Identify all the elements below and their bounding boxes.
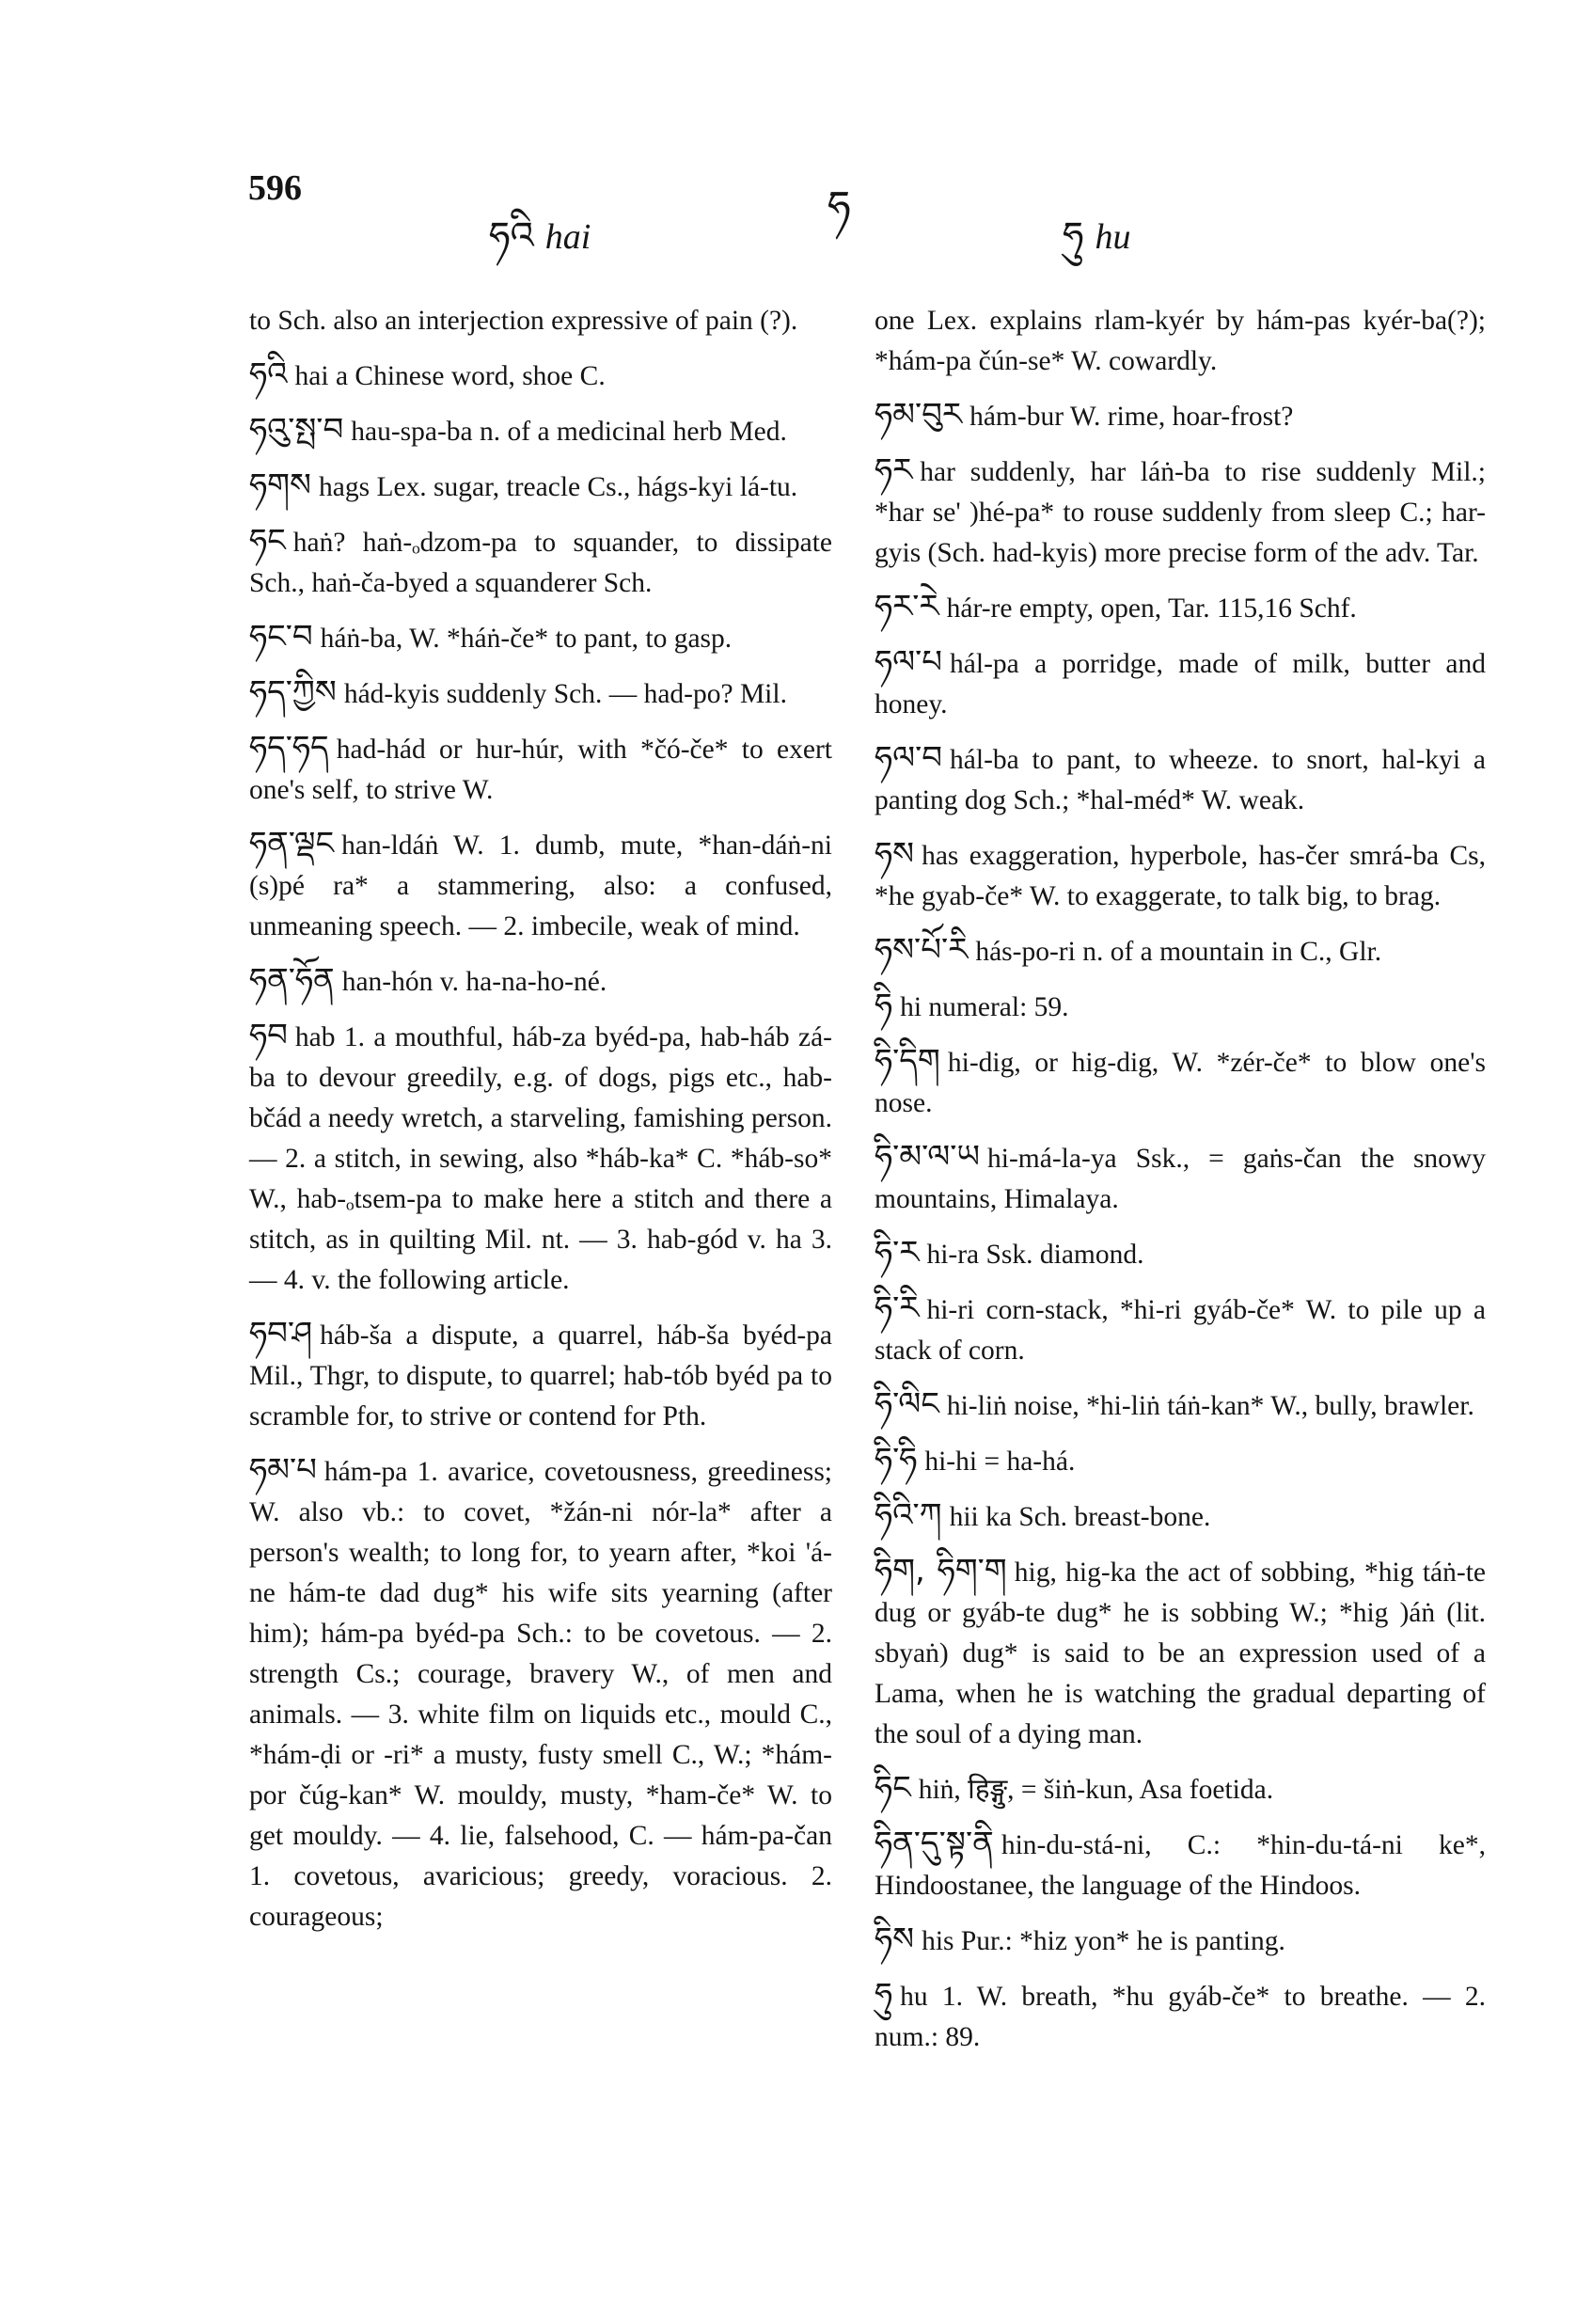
entry-text: háb-ša a dispute, a quarrel, háb-ša byéd-pa Mil., Thgr, to dispute, to quarrel; hab-tób byéd pa to scramble for, to strive or contend for Pth. [249, 1320, 832, 1431]
entry-text: har suddenly, har láṅ-ba to rise suddenly Mil.; *har se' )hé-pa* to rouse suddenly from sleep C.; har-gyis (Sch. had-kyis) more precise form of the adv. Tar. [875, 457, 1486, 568]
entry-headword-tibetan: ཧི་མ་ལ་ཡ [875, 1138, 981, 1176]
entry-text: hám-bur W. rime, hoar-frost? [969, 402, 1294, 432]
entry-text: hál-pa a porridge, made of milk, butter and honey. [875, 649, 1486, 719]
entry-text: had-hád or hur-húr, with *čó-če* to exert one's self, to strive W. [249, 735, 832, 805]
entry-headword-tibetan: ཧད་ཀྱིས [249, 673, 337, 711]
entry-text: to Sch. also an interjection expressive of pain (?). [249, 306, 798, 336]
entry-headword-tibetan: ཧིང [875, 1769, 911, 1807]
entry-text: hás-po-ri n. of a mountain in C., Glr. [975, 937, 1382, 967]
dictionary-entry [875, 587, 1486, 629]
entry-text: hi-ra Ssk. diamond. [926, 1240, 1144, 1270]
dictionary-entry [249, 521, 832, 604]
dictionary-entry [249, 410, 832, 452]
running-head-right-tibetan: ཧུ [1063, 214, 1084, 258]
entry-text: hu 1. W. breath, *hu gyáb-če* to breathe. — 2. num.: 89. [875, 1982, 1486, 2052]
entry-text: hi-má-la-ya Ssk., = gaṅs-čan the snowy mountains, Himalaya. [875, 1144, 1486, 1214]
left-column [249, 301, 832, 1951]
dictionary-entry [249, 355, 832, 397]
entry-headword-tibetan: ཧའུ་སྤ་བ [249, 411, 344, 449]
entry-headword-tibetan: ཧགས [249, 466, 311, 504]
dictionary-entry [875, 1440, 1486, 1482]
running-head-center [827, 160, 851, 277]
entry-headword-tibetan: ཧས [875, 835, 915, 873]
entry-headword-tibetan: ཧི་ལིང [875, 1385, 939, 1423]
dictionary-entry [875, 1551, 1486, 1755]
dictionary-entry [249, 672, 832, 715]
entry-text: hags Lex. sugar, treacle Cs., hágs-kyi lá-tu. [319, 472, 798, 502]
entry-headword-tibetan: ཧི་དིག [875, 1042, 940, 1080]
entry-text: hiṅ, हिङ्गु, = šiṅ-kun, Asa foetida. [918, 1775, 1274, 1805]
entry-headword-tibetan: ཧིག, ཧིག་ག [875, 1552, 1007, 1589]
entry-text: hár-re empty, open, Tar. 115,16 Schf. [946, 593, 1357, 624]
entry-text: hab 1. a mouthful, háb-za byéd-pa, hab-háb zá-ba to devour greedily, e.g. of dogs, pigs etc., hab-bčád a needy wretch, a starveling, famishing person. — 2. a stitch, in sewing, also *háb-ka* C. *háb-so* W., hab-ₒtsem-pa to make here a stitch and there a stitch, as in quilting Mil. nt. — 3. hab-gód v. ha 3. — 4. v. the following article. [249, 1022, 832, 1295]
dictionary-entry [249, 1016, 832, 1301]
dictionary-entry [875, 1824, 1486, 1906]
entry-headword-tibetan: ཧུ [875, 1976, 893, 2014]
dictionary-entry [875, 451, 1486, 574]
entry-headword-tibetan: ཧིའི་ཀ [875, 1496, 942, 1534]
dictionary-entry [875, 301, 1486, 382]
entry-text: hi-liṅ noise, *hi-liṅ táṅ-kan* W., bully, brawler. [946, 1391, 1474, 1421]
entry-headword-tibetan: ཧི་རི [875, 1289, 920, 1327]
entry-headword-tibetan: ཧའི [249, 356, 288, 393]
dictionary-entry [875, 1768, 1486, 1810]
dictionary-entry [249, 824, 832, 947]
dictionary-entry [875, 1137, 1486, 1220]
running-head-left [489, 193, 591, 299]
dictionary-entry [875, 986, 1486, 1028]
page-number: 596 [248, 168, 302, 208]
dictionary-entry [875, 642, 1486, 725]
entry-text: hi numeral: 59. [900, 992, 1069, 1022]
entry-headword-tibetan: ཧར་རེ [875, 588, 939, 625]
entry-text: han-ldáṅ W. 1. dumb, mute, *han-dáṅ-ni (s)pé ra* a stammering, also: a confused, unmeaning speech. — 2. imbecile, weak of mind. [249, 830, 832, 941]
entry-text: hi-dig, or hig-dig, W. *zér-če* to blow one's nose. [875, 1048, 1486, 1118]
entry-text: his Pur.: *hiz yon* he is panting. [922, 1926, 1285, 1956]
entry-headword-tibetan: ཧས་པོ་རི [875, 931, 969, 969]
entry-headword-tibetan: ཧལ་བ [875, 739, 943, 777]
entry-headword-tibetan: ཧང [249, 522, 286, 560]
entry-headword-tibetan: ཧི་ཧི [875, 1441, 918, 1478]
running-head-right [1063, 193, 1130, 299]
entry-text: hál-ba to pant, to wheeze. to snort, hal-kyi a panting dog Sch.; *hal-méd* W. weak. [875, 745, 1486, 815]
dictionary-entry [875, 1233, 1486, 1275]
entry-headword-tibetan: ཧིས [875, 1921, 915, 1958]
entry-text: hig, hig-ka the act of sobbing, *hig táṅ-te dug or gyáb-te dug* he is sobbing W.; *hig )áṅ (lit. sbyaṅ) dug* is said to be an expression used of a Lama, when he is watching the gradual departing of the soul of a dying man. [875, 1557, 1486, 1749]
entry-headword-tibetan: ཧིན་དུ་སྟ་ནི [875, 1825, 994, 1862]
entry-headword-tibetan: ཧན་ཧོན [249, 961, 335, 999]
dictionary-entry [875, 834, 1486, 917]
entry-headword-tibetan: ཧབ་ཤ [249, 1315, 313, 1352]
right-column [875, 301, 1486, 2071]
dictionary-entry [875, 1288, 1486, 1371]
entry-text: hám-pa 1. avarice, covetousness, greediness; W. also vb.: to covet, *žán-ni nór-la* after a person's wealth; to long for, to yearn after, *koi 'á-ne hám-te dad dug* his wife sits yearning (after him); hám-pa byéd-pa Sch.: to be covetous. — 2. strength Cs.; courage, bravery W., of men and animals. — 3. white film on liquids etc., mould C., *hám-ḍi or -ri* a musty, fusty smell C., W.; *hám-por čúg-kan* W. mouldy, musty, *ham-če* W. to get mouldy. — 4. lie, falsehood, C. — hám-pa-čan 1. covetous, avaricious; greedy, voracious. 2. courageous; [249, 1457, 832, 1932]
entry-headword-tibetan: ཧར [875, 451, 913, 489]
entry-text: hi-hi = ha-há. [924, 1447, 1076, 1477]
entry-text: one Lex. explains rlam-kyér by hám-pas kyér-ba(?); *hám-pa čún-se* W. cowardly. [875, 306, 1486, 376]
entry-text: hi-ri corn-stack, *hi-ri gyáb-če* W. to pile up a stack of corn. [875, 1295, 1486, 1366]
dictionary-entry [875, 395, 1486, 437]
dictionary-entry [249, 466, 832, 508]
entry-text: hii ka Sch. breast-bone. [949, 1502, 1211, 1532]
entry-text: has exaggeration, hyperbole, has-čer smrá-ba Cs, *he gyab-če* W. to exaggerate, to talk big, to brag. [875, 841, 1486, 911]
running-head-right-latin: hu [1095, 217, 1131, 257]
entry-headword-tibetan: ཧད་ཧད [249, 729, 329, 767]
entry-headword-tibetan: ཧམ་བུར [875, 396, 963, 434]
dictionary-entry [875, 1384, 1486, 1427]
entry-text: han-hón v. ha-na-ho-né. [341, 967, 607, 997]
dictionary-entry [249, 1314, 832, 1437]
entry-text: háṅ-ba, W. *háṅ-če* to pant, to gasp. [320, 624, 733, 654]
entry-headword-tibetan: ཧམ་པ [249, 1451, 317, 1489]
dictionary-entry [249, 1450, 832, 1937]
entry-headword-tibetan: ཧི [875, 987, 893, 1024]
entry-text: haṅ? haṅ-ₒdzom-pa to squander, to dissipate Sch., haṅ-ča-byed a squanderer Sch. [249, 528, 832, 598]
dictionary-entry [249, 301, 832, 341]
dictionary-entry [875, 930, 1486, 972]
entry-text: hin-du-stá-ni, C.: *hin-du-tá-ni ke*, Hindoostanee, the language of the Hindoos. [875, 1830, 1486, 1901]
running-head-left-tibetan: ཧའི [489, 214, 534, 258]
running-head-center-tibetan: ཧ [827, 182, 851, 230]
dictionary-entry [875, 1495, 1486, 1538]
dictionary-entry [249, 728, 832, 811]
entry-headword-tibetan: ཧང་བ [249, 618, 313, 656]
running-head-left-latin: hai [544, 217, 591, 257]
dictionary-entry [249, 960, 832, 1003]
entry-text: hau-spa-ba n. of a medicinal herb Med. [351, 417, 787, 447]
entry-text: hai a Chinese word, shoe C. [294, 361, 606, 391]
dictionary-entry [249, 617, 832, 659]
dictionary-entry [875, 1975, 1486, 2058]
dictionary-entry [875, 1041, 1486, 1124]
entry-headword-tibetan: ཧབ [249, 1017, 288, 1054]
entry-headword-tibetan: ཧལ་པ [875, 643, 943, 681]
dictionary-entry [875, 738, 1486, 821]
dictionary-entry [875, 1920, 1486, 1962]
entry-headword-tibetan: ཧན་ལྡང [249, 825, 335, 862]
entry-headword-tibetan: ཧི་ར [875, 1234, 920, 1272]
entry-text: hád-kyis suddenly Sch. — had-po? Mil. [343, 679, 787, 709]
